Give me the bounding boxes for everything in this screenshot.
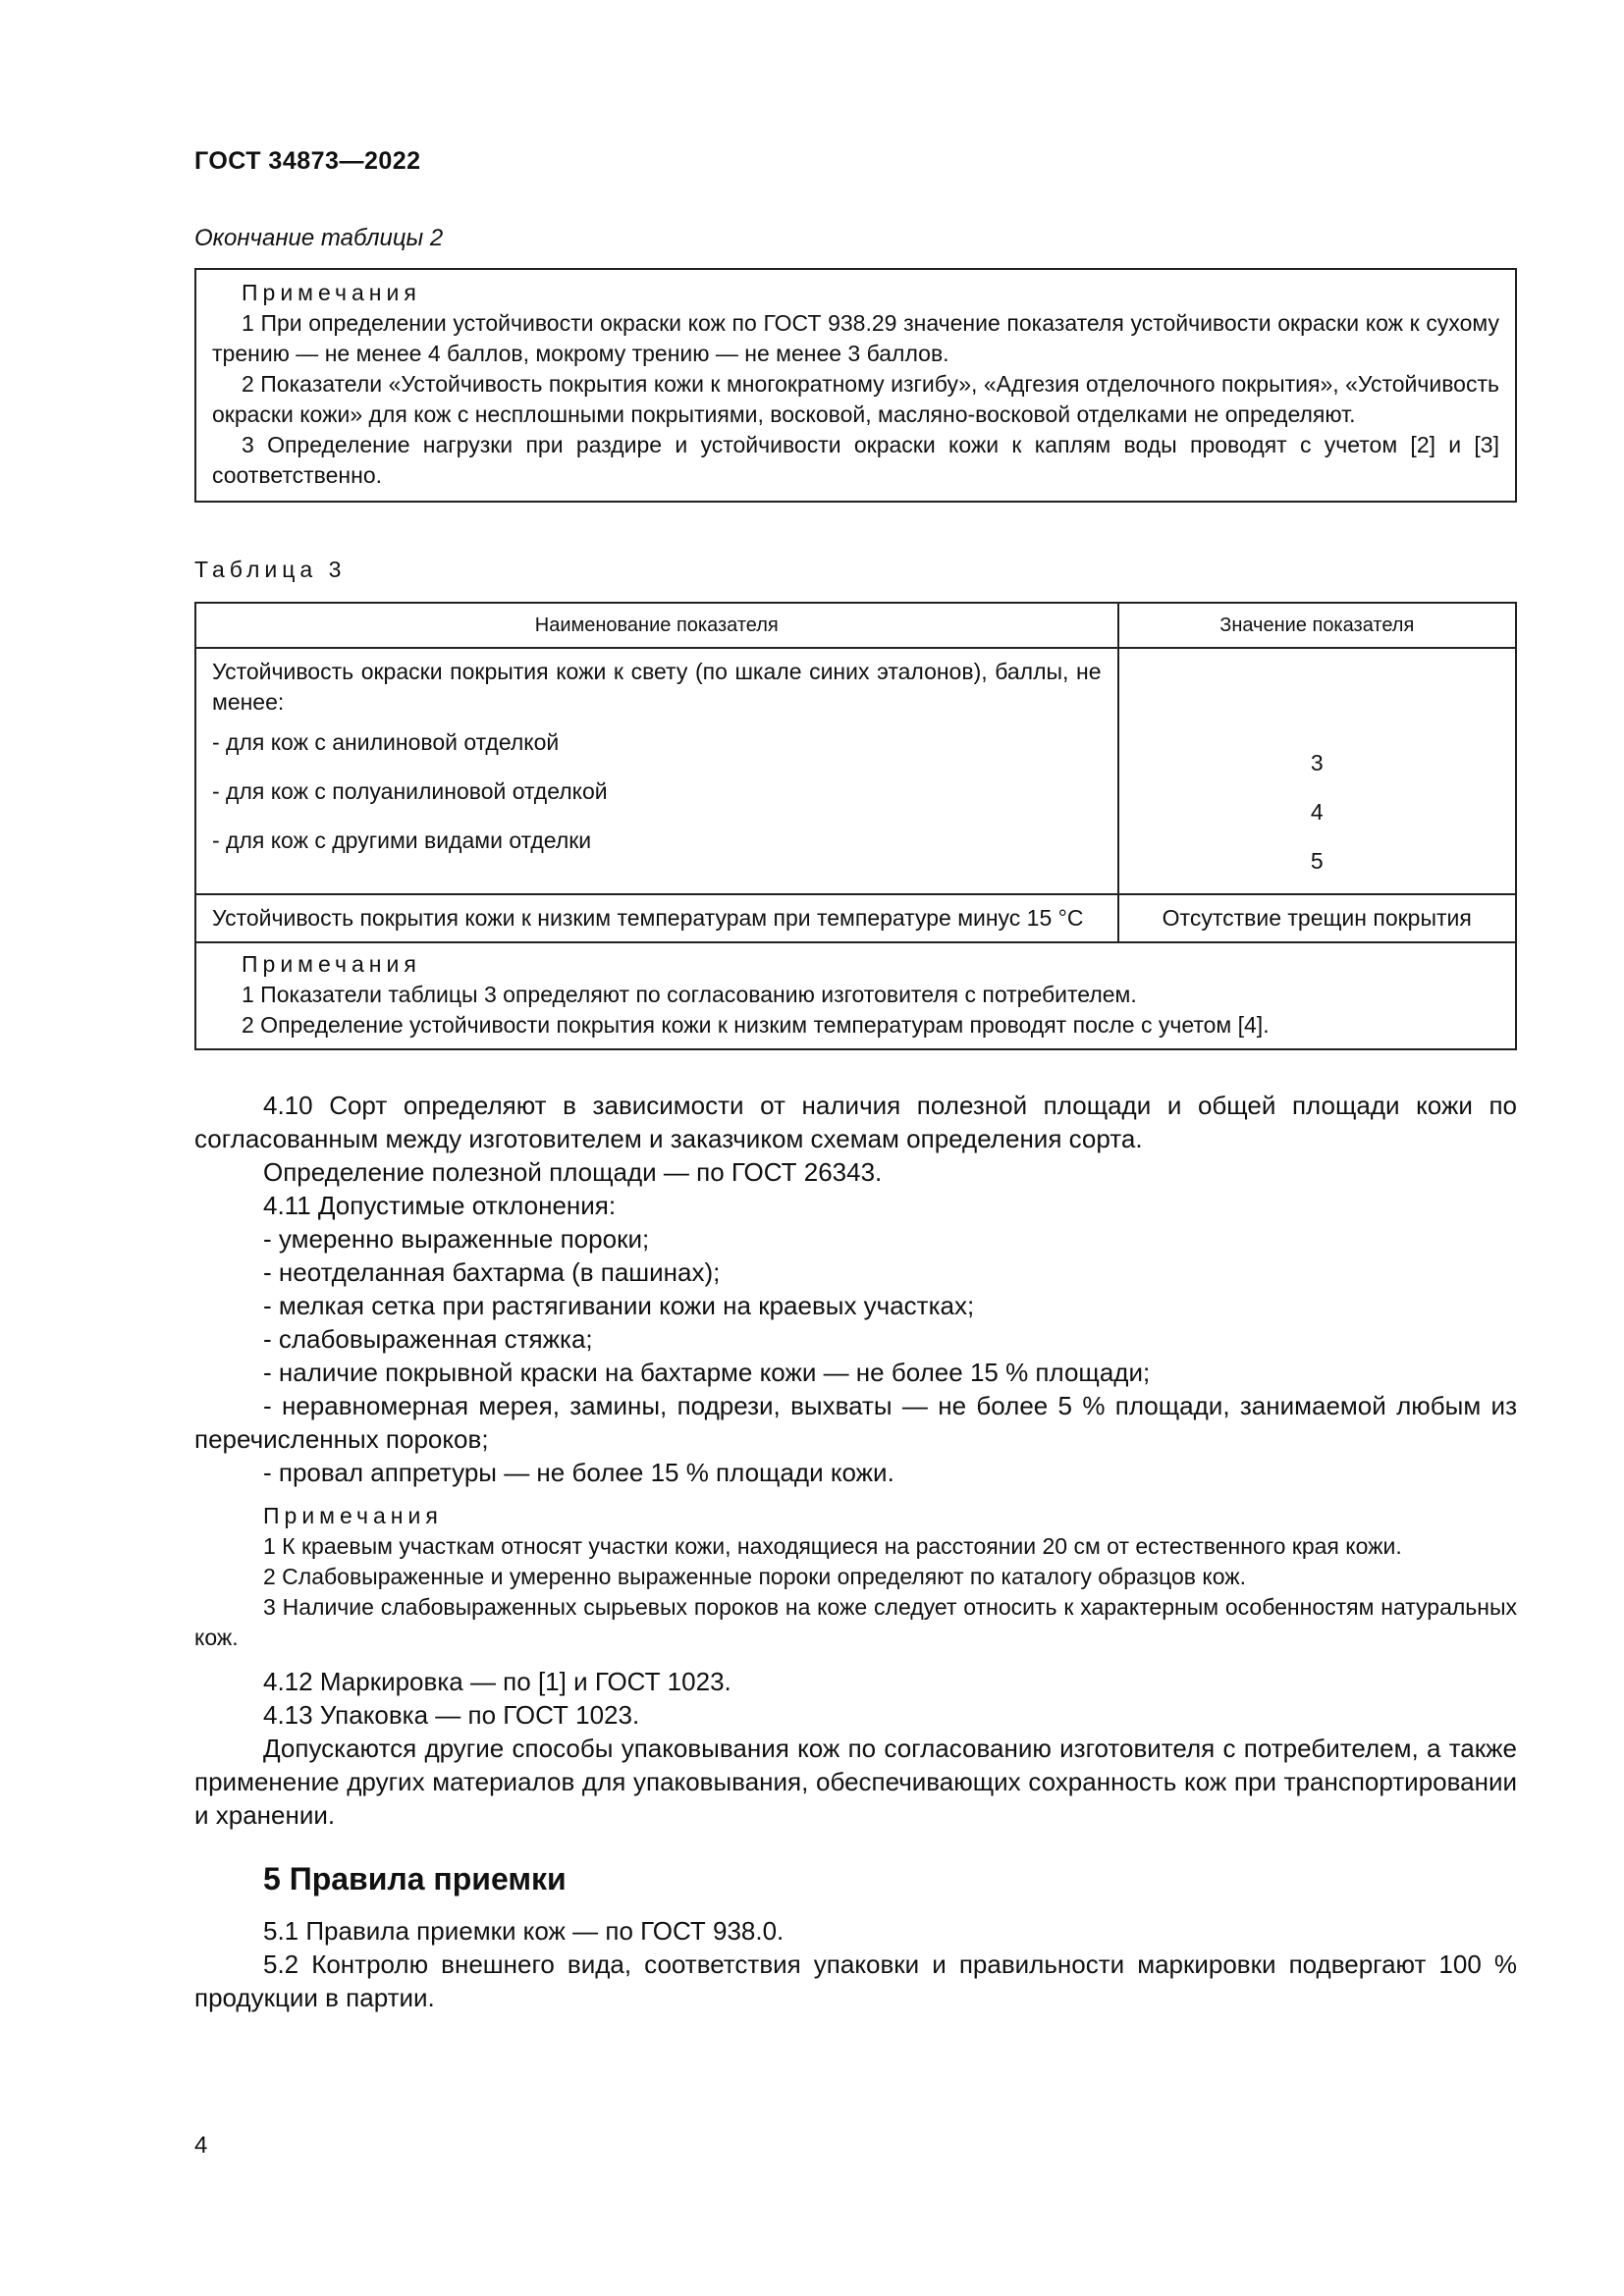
- page-number: 4: [194, 2132, 208, 2159]
- indicator-subitem: - для кож с анилиновой отделкой: [212, 729, 560, 755]
- column-header: Значение показателя: [1118, 603, 1516, 648]
- table3-caption: Таблица 3: [194, 557, 347, 582]
- indicator-value: Отсутствие трещин покрытия: [1118, 894, 1516, 942]
- paragraph-packing: Допускаются другие способы упаковывания кож по согласованию изготовителя с потребителем, а также применение других материалов для упаковывания, обеспечивающих сохранность кож при транспортировании и хранении.: [194, 1734, 1517, 1830]
- indicator-value: 3: [1310, 750, 1324, 775]
- indicator-name: Устойчивость покрытия кожи к низким температурам при температуре минус 15 °С: [195, 894, 1118, 942]
- table3: [194, 602, 1517, 1050]
- note-item: 1 Показатели таблицы 3 определяют по согласованию изготовителя с потребителем.: [242, 982, 1137, 1007]
- deviation-item: - слабовыраженная стяжка;: [263, 1324, 593, 1354]
- table2-notes-box: [194, 268, 1517, 503]
- table-cell: [195, 648, 1118, 894]
- table-continuation-label: Окончание таблицы 2: [194, 225, 444, 251]
- deviation-item: - мелкая сетка при растягивании кожи на краевых участках;: [263, 1291, 975, 1320]
- table3-notes: [195, 942, 1516, 1049]
- deviation-item: - неотделанная бахтарма (в пашинах);: [263, 1257, 721, 1287]
- deviation-item: - неравномерная мерея, замины, подрези, выхваты — не более 5 % площади, занимаемой любым из перечисленных пороков;: [194, 1391, 1517, 1454]
- note-item: 1 К краевым участкам относят участки кожи, находящиеся на расстоянии 20 см от естественного края кожи.: [263, 1533, 1402, 1559]
- column-header: Наименование показателя: [195, 603, 1118, 648]
- note-item: 2 Определение устойчивости покрытия кожи к низким температурам проводят после с учетом [4].: [242, 1012, 1270, 1038]
- section-5-heading: 5 Правила приемки: [263, 1861, 567, 1896]
- deviation-item: - провал аппретуры — не более 15 % площади кожи.: [263, 1458, 894, 1487]
- table-row: [195, 894, 1516, 942]
- indicator-value: 4: [1310, 799, 1324, 825]
- paragraph-5-1: 5.1 Правила приемки кож — по ГОСТ 938.0.: [263, 1916, 785, 1946]
- table-header-row: [195, 603, 1516, 648]
- notes-heading: Примечания: [242, 280, 421, 305]
- body-text: [194, 1089, 1517, 2014]
- note-item: 2 Слабовыраженные и умеренно выраженные пороки определяют по каталогу образцов кож.: [263, 1564, 1247, 1589]
- deviation-item: - наличие покрывной краски на бахтарме кожи — не более 15 % площади;: [263, 1358, 1151, 1387]
- paragraph-useful-area: Определение полезной площади — по ГОСТ 26343.: [263, 1157, 883, 1187]
- table-row: [195, 648, 1516, 894]
- note-item: 3 Наличие слабовыраженных сырьевых пороков на коже следует относить к характерным особенностям натуральных кож.: [194, 1594, 1517, 1650]
- paragraph-4-12: 4.12 Маркировка — по [1] и ГОСТ 1023.: [263, 1667, 731, 1696]
- notes-heading: Примечания: [263, 1503, 443, 1528]
- standard-title: ГОСТ 34873—2022: [194, 147, 421, 175]
- note-item: 2 Показатели «Устойчивость покрытия кожи к многократному изгибу», «Адгезия отделочного покрытия», «Устойчивость окраски кожи» для кож с несплошными покрытиями, восковой, масляно-восковой отделками не определяют.: [212, 371, 1499, 427]
- notes-heading: Примечания: [242, 951, 421, 977]
- deviation-notes: [194, 1501, 1517, 1653]
- indicator-name: Устойчивость окраски покрытия кожи к свету (по шкале синих эталонов), баллы, не менее:: [212, 659, 1102, 715]
- note-item: 3 Определение нагрузки при раздире и устойчивости окраски кожи к каплям воды проводят с учетом [2] и [3] соответственно.: [212, 432, 1499, 488]
- paragraph-4-13: 4.13 Упаковка — по ГОСТ 1023.: [263, 1700, 640, 1730]
- table-notes-row: [195, 942, 1516, 1049]
- indicator-subitem: - для кож с другими видами отделки: [212, 828, 592, 853]
- deviation-item: - умеренно выраженные пороки;: [263, 1224, 650, 1254]
- paragraph-4-10: 4.10 Сорт определяют в зависимости от наличия полезной площади и общей площади кожи по согласованным между изготовителем и заказчиком схемам определения сорта.: [194, 1091, 1517, 1153]
- table-cell: [1118, 648, 1516, 894]
- indicator-value: 5: [1310, 848, 1324, 874]
- note-item: 1 При определении устойчивости окраски кож по ГОСТ 938.29 значение показателя устойчивости окраски кож к сухому трению — не менее 4 баллов, мокрому трению — не менее 3 баллов.: [212, 310, 1499, 366]
- paragraph-4-11: 4.11 Допустимые отклонения:: [263, 1191, 617, 1220]
- indicator-subitem: - для кож с полуанилиновой отделкой: [212, 778, 608, 804]
- paragraph-5-2: 5.2 Контролю внешнего вида, соответствия упаковки и правильности маркировки подвергают 100 % продукции в партии.: [194, 1949, 1517, 2012]
